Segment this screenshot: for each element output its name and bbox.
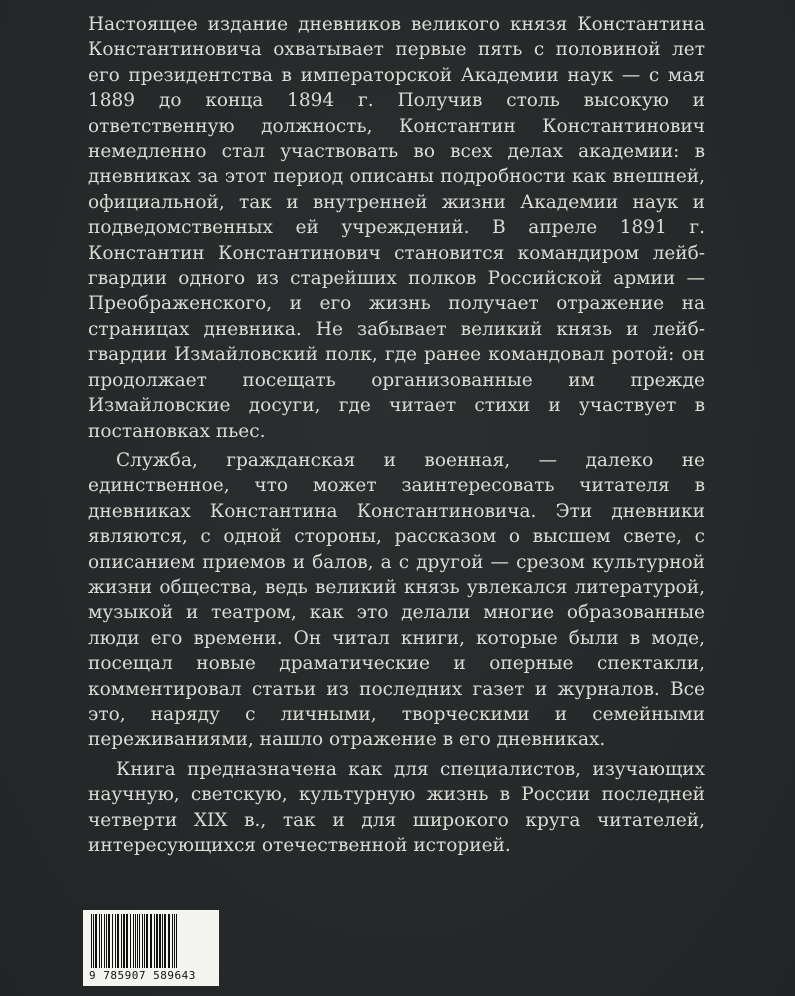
barcode-bar — [176, 914, 177, 968]
barcode-bar — [121, 914, 122, 968]
barcode-bars — [89, 914, 213, 968]
barcode-bar — [172, 914, 173, 968]
barcode-bar — [159, 914, 161, 968]
paragraph-3: Книга предназначена как для специалистов, изучающих научную, светскую, культурную жизнь в России последней четверти XIX в., так и для широкого круга читателей, интересующихся отечественной историей. — [88, 758, 705, 856]
barcode-bar — [137, 914, 138, 968]
barcode-bar — [104, 914, 105, 968]
barcode-bar — [168, 914, 170, 968]
barcode-bar — [91, 914, 92, 968]
barcode-bar — [144, 914, 145, 968]
barcode-bar — [101, 914, 102, 968]
barcode-bar — [117, 914, 119, 968]
barcode-bar — [150, 914, 152, 968]
barcode-bar — [174, 914, 175, 968]
barcode-bar — [126, 914, 128, 968]
annotation-text — [88, 12, 705, 862]
barcode-bar — [154, 914, 155, 968]
barcode-bar — [106, 914, 107, 968]
barcode-digits: 9 785907 589643 — [89, 969, 196, 982]
barcode-bar — [139, 914, 140, 968]
isbn-barcode — [83, 910, 219, 986]
barcode-bar — [135, 914, 136, 968]
barcode-bar — [108, 914, 110, 968]
barcode-bar — [99, 914, 100, 968]
barcode-bar — [115, 914, 116, 968]
barcode-bar — [162, 914, 163, 968]
barcode-bar — [130, 914, 131, 968]
barcode-bar — [93, 914, 94, 968]
barcode-bar — [146, 914, 148, 968]
barcode-bar — [112, 914, 113, 968]
paragraph-1: Настоящее издание дневников великого князя Константина Константиновича охватывает первые пять с половиной лет его президентства в императорской Академии наук — с мая 1889 до конца 1894 г. Получив столь высокую и ответственную должность, Константин Константинович немедленно стал участвовать во всех делах академии: в дневниках за этот период описаны подробности как внешней, официальной, так и внутренней жизни Академии наук и подведомственных ей учреждений. В апреле 1891 г. Константин Константинович становится командиром лейб-гвардии одного из старейших полков Российской армии — Преображенского, и его жизнь получает отражение на страницах дневника. Не забывает великий князь и лейб-гвардии Измайловский полк, где ранее командовал ротой: он продолжает посещать организованные им прежде Измайловские досуги, где читает стихи и участвует в постановках пьес. — [88, 14, 705, 442]
barcode-bar — [156, 914, 158, 968]
barcode-bar — [95, 914, 97, 968]
barcode-bar — [133, 914, 134, 968]
barcode-bar — [164, 914, 166, 968]
barcode-bar — [123, 914, 125, 968]
barcode-bar — [142, 914, 143, 968]
paragraph-2: Служба, гражданская и военная, — далеко не единственное, что может заинтересовать читателя в дневниках Константина Константиновича. Эти дневники являются, с одной стороны, рассказом о высшем свете, с описанием приемов и балов, а с другой — срезом культурной жизни общества, ведь великий князь увлекался литературой, музыкой и театром, как это делали многие образованные люди его времени. Он читал книги, которые были в моде, посещал новые драматические и оперные спектакли, комментировал статьи из последних газет и журналов. Все это, наряду с личными, творческими и семейными переживаниями, нашло отражение в его дневниках. — [88, 449, 705, 751]
